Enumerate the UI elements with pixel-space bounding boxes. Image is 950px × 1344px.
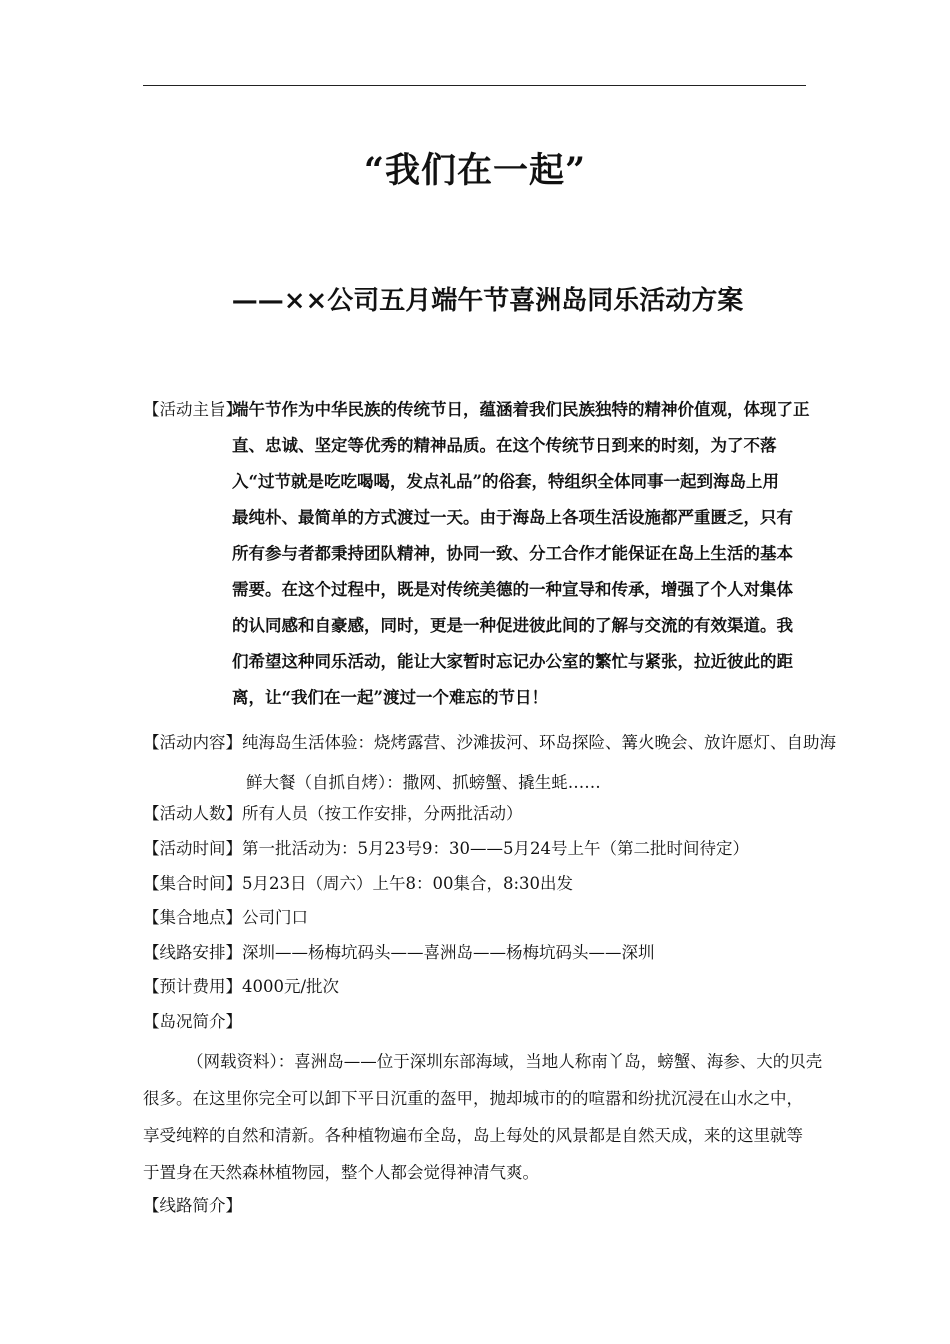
- purpose-line: 入“过节就是吃吃喝喝，发点礼品”的俗套，特组织全体同事一起到海岛上用: [232, 472, 779, 491]
- info-value: 5月23日（周六）上午8：00集合，8:30出发: [242, 874, 574, 893]
- info-row-gather-place: [143, 908, 308, 928]
- info-row-time: [143, 839, 749, 859]
- purpose-section: [143, 400, 242, 420]
- info-label: 【集合时间】: [143, 874, 242, 893]
- document-title: “我们在一起”: [363, 150, 587, 191]
- info-label: 【线路安排】: [143, 943, 242, 962]
- purpose-line: 离，让“我们在一起”渡过一个难忘的节日！: [232, 688, 548, 707]
- purpose-line: 的认同感和自豪感，同时，更是一种促进彼此间的了解与交流的有效渠道。我: [232, 616, 793, 635]
- island-line: （网载资料）：喜洲岛——位于深圳东部海域，当地人称南丫岛，螃蟹、海参、大的贝壳: [187, 1052, 823, 1071]
- info-row-cost: [143, 977, 339, 997]
- island-line: 于置身在天然森林植物园，整个人都会觉得神清气爽。: [143, 1163, 539, 1182]
- info-value: 第一批活动为：5月23号9：30——5月24号上午（第二批时间待定）: [242, 839, 749, 858]
- info-label: 【活动时间】: [143, 839, 242, 858]
- island-label: 【岛况简介】: [143, 1012, 242, 1031]
- info-label: 【活动人数】: [143, 804, 242, 823]
- info-row-route: [143, 943, 655, 963]
- info-label: 【预计费用】: [143, 977, 242, 996]
- route-intro-section: [143, 1196, 242, 1216]
- info-value: 所有人员（按工作安排，分两批活动）: [242, 804, 523, 823]
- content-line: 纯海岛生活体验：烧烤露营、沙滩拔河、环岛探险、篝火晚会、放许愿灯、自助海: [242, 733, 836, 752]
- purpose-line: 需要。在这个过程中，既是对传统美德的一种宣导和传承，增强了个人对集体: [232, 580, 793, 599]
- island-line: 享受纯粹的自然和清新。各种植物遍布全岛，岛上每处的风景都是自然天成，来的这里就等: [143, 1126, 803, 1145]
- content-line: 鲜大餐（自抓自烤）：撒网、抓螃蟹、撬生蚝……: [246, 773, 601, 792]
- info-value: 深圳——杨梅坑码头——喜洲岛——杨梅坑码头——深圳: [242, 943, 655, 962]
- info-row-gather-time: [143, 874, 573, 894]
- info-label: 【集合地点】: [143, 908, 242, 927]
- document-subtitle: ——××公司五月端午节喜洲岛同乐活动方案: [231, 286, 744, 316]
- info-row-headcount: [143, 804, 523, 824]
- island-line: 很多。在这里你完全可以卸下平日沉重的盔甲，抛却城市的的喧嚣和纷扰沉浸在山水之中，: [143, 1089, 803, 1108]
- purpose-line: 端午节作为中华民族的传统节日，蕴涵着我们民族独特的精神价值观，体现了正: [232, 400, 810, 419]
- purpose-line: 们希望这种同乐活动，能让大家暂时忘记办公室的繁忙与紧张，拉近彼此的距: [232, 652, 793, 671]
- content-label: 【活动内容】: [143, 733, 242, 752]
- purpose-text: [232, 392, 808, 716]
- island-section: [143, 1012, 242, 1032]
- purpose-line: 所有参与者都秉持团队精神，协同一致、分工合作才能保证在岛上生活的基本: [232, 544, 793, 563]
- purpose-line: 最纯朴、最简单的方式渡过一天。由于海岛上各项生活设施都严重匮乏，只有: [232, 508, 793, 527]
- header-rule: [143, 85, 806, 86]
- route-intro-label: 【线路简介】: [143, 1196, 242, 1215]
- purpose-label: 【活动主旨】: [143, 400, 242, 419]
- content-section: [143, 733, 836, 753]
- purpose-line: 直、忠诚、坚定等优秀的精神品质。在这个传统节日到来的时刻，为了不落: [232, 436, 777, 455]
- info-value: 4000元/批次: [242, 977, 340, 996]
- info-value: 公司门口: [242, 908, 308, 927]
